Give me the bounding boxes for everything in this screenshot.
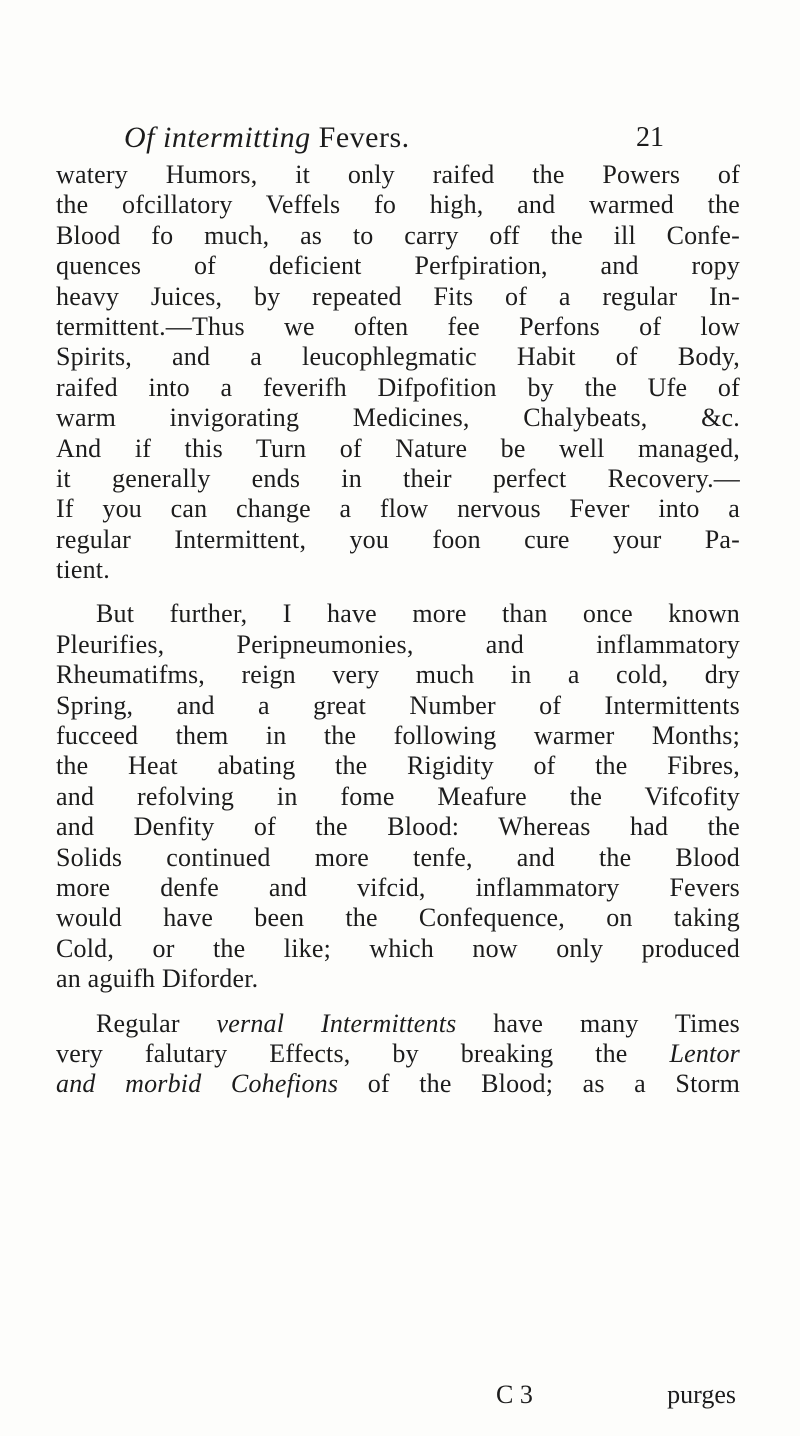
text-line: [56, 1069, 740, 1099]
text-line: the ofcillatory Veffels fo high, and warmed the: [56, 190, 740, 220]
text-run: Regular: [96, 1008, 217, 1038]
text-line: [56, 1039, 740, 1069]
text-line: would have been the Confequence, on taking: [56, 903, 740, 933]
text-line: Rheumatifms, reign very much in a cold, dry: [56, 660, 740, 690]
text-run: very falutary Effects, by breaking the: [56, 1038, 670, 1068]
text-line: fucceed them in the following warmer Months;: [56, 721, 740, 751]
page-footer: [56, 1378, 740, 1412]
text-line: and refolving in fome Meafure the Vifcofity: [56, 781, 740, 811]
text-line: Solids continued more tenfe, and the Blood: [56, 842, 740, 872]
text-line: it generally ends in their perfect Recovery.—: [56, 463, 740, 493]
text-line: heavy Juices, by repeated Fits of a regular In-: [56, 281, 740, 311]
text-line: If you can change a flow nervous Fever into a: [56, 494, 740, 524]
paragraph-gap: [56, 585, 740, 599]
text-run: of the Blood; as a Storm: [338, 1069, 740, 1099]
text-line: and Denfity of the Blood: Whereas had the: [56, 812, 740, 842]
text-run: have many Times: [456, 1008, 741, 1038]
text-line: raifed into a feverifh Difpofition by the Ufe of: [56, 372, 740, 402]
text-line: Cold, or the like; which now only produced: [56, 933, 740, 963]
paragraph-gap: [56, 995, 740, 1009]
body-text: [56, 160, 740, 1100]
italic-run: Lentor: [669, 1038, 740, 1068]
text-line: Spirits, and a leucophlegmatic Habit of Body,: [56, 342, 740, 372]
text-line: termittent.—Thus we often fee Perfons of low: [56, 311, 740, 341]
text-line: tient.: [56, 555, 110, 585]
running-header: [124, 118, 664, 158]
page-number: 21: [636, 122, 664, 153]
signature-mark: C 3: [496, 1380, 533, 1409]
paragraph-2: [56, 599, 740, 994]
text-line: But further, I have more than once known: [96, 599, 740, 629]
text-line: quences of deficient Perfpiration, and ropy: [56, 251, 740, 281]
running-title-plain: Fevers.: [318, 121, 410, 154]
text-line: Spring, and a great Number of Intermittents: [56, 690, 740, 720]
paragraph-3: [56, 1009, 740, 1100]
text-line: an aguifh Diforder.: [56, 964, 259, 994]
text-line: the Heat abating the Rigidity of the Fibres,: [56, 751, 740, 781]
text-line: And if this Turn of Nature be well managed,: [56, 433, 740, 463]
running-title: [124, 121, 410, 154]
italic-run: vernal Intermittents: [216, 1008, 457, 1038]
text-line: Pleurifies, Peripneumonies, and inflammatory: [56, 629, 740, 659]
text-line: [56, 1009, 740, 1039]
text-line: more denfe and vifcid, inflammatory Fevers: [56, 872, 740, 902]
text-line: Blood fo much, as to carry off the ill Confe-: [56, 220, 740, 250]
text-line: regular Intermittent, you foon cure your Pa-: [56, 524, 740, 554]
text-line: watery Humors, it only raifed the Powers of: [56, 160, 740, 189]
text-line: warm invigorating Medicines, Chalybeats, &c.: [56, 403, 740, 433]
catchword: purges: [667, 1380, 736, 1409]
paragraph-1: [56, 160, 740, 585]
italic-run: and morbid Cohefions: [56, 1069, 339, 1099]
running-title-italic: Of intermitting: [124, 121, 311, 154]
